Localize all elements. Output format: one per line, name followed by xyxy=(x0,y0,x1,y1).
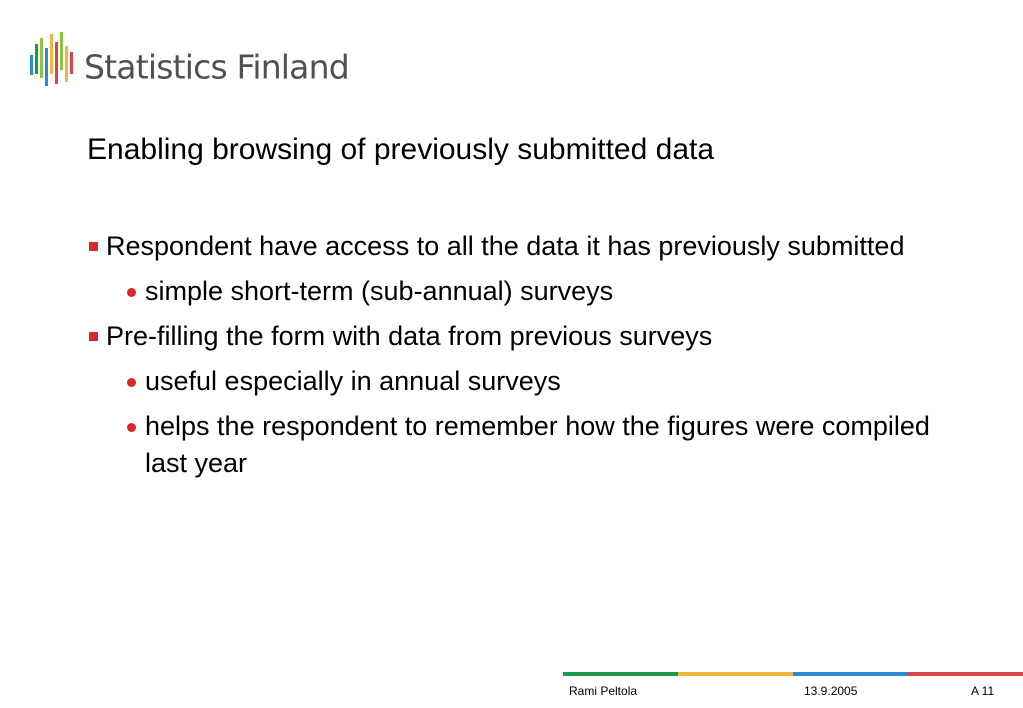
footer-bar-green xyxy=(563,672,678,676)
footer-bar-yellow xyxy=(678,672,793,676)
sub-bullet-item xyxy=(0,273,1023,310)
bullet-list xyxy=(0,228,1023,490)
footer-bar-red xyxy=(908,672,1023,676)
bullet-text: Respondent have access to all the data it has previously submitted xyxy=(106,231,905,261)
square-bullet-icon xyxy=(89,242,98,251)
footer-page-number: A 11 xyxy=(971,684,995,698)
logo-text: Statistics Finland xyxy=(84,47,349,87)
slide-title: Enabling browsing of previously submitted data xyxy=(87,133,715,166)
footer-bar-blue xyxy=(793,672,908,676)
dot-bullet-icon xyxy=(127,423,136,432)
sub-bullet-item xyxy=(0,408,1023,482)
dot-bullet-icon xyxy=(127,378,136,387)
logo-bars-icon xyxy=(28,30,78,90)
sub-bullet-text: helps the respondent to remember how the figures were compiled last year xyxy=(145,411,930,478)
bullet-item xyxy=(0,318,1023,355)
bullet-text: Pre-filling the form with data from previous surveys xyxy=(106,321,713,351)
sub-bullet-text: simple short-term (sub-annual) surveys xyxy=(145,276,614,306)
sub-bullet-item xyxy=(0,363,1023,400)
dot-bullet-icon xyxy=(127,288,136,297)
statistics-finland-logo xyxy=(28,30,368,90)
bullet-item xyxy=(0,228,1023,265)
sub-bullet-text: useful especially in annual surveys xyxy=(145,366,561,396)
square-bullet-icon xyxy=(89,332,98,341)
footer-author: Rami Peltola xyxy=(569,684,638,698)
footer-date: 13.9.2005 xyxy=(804,684,858,698)
